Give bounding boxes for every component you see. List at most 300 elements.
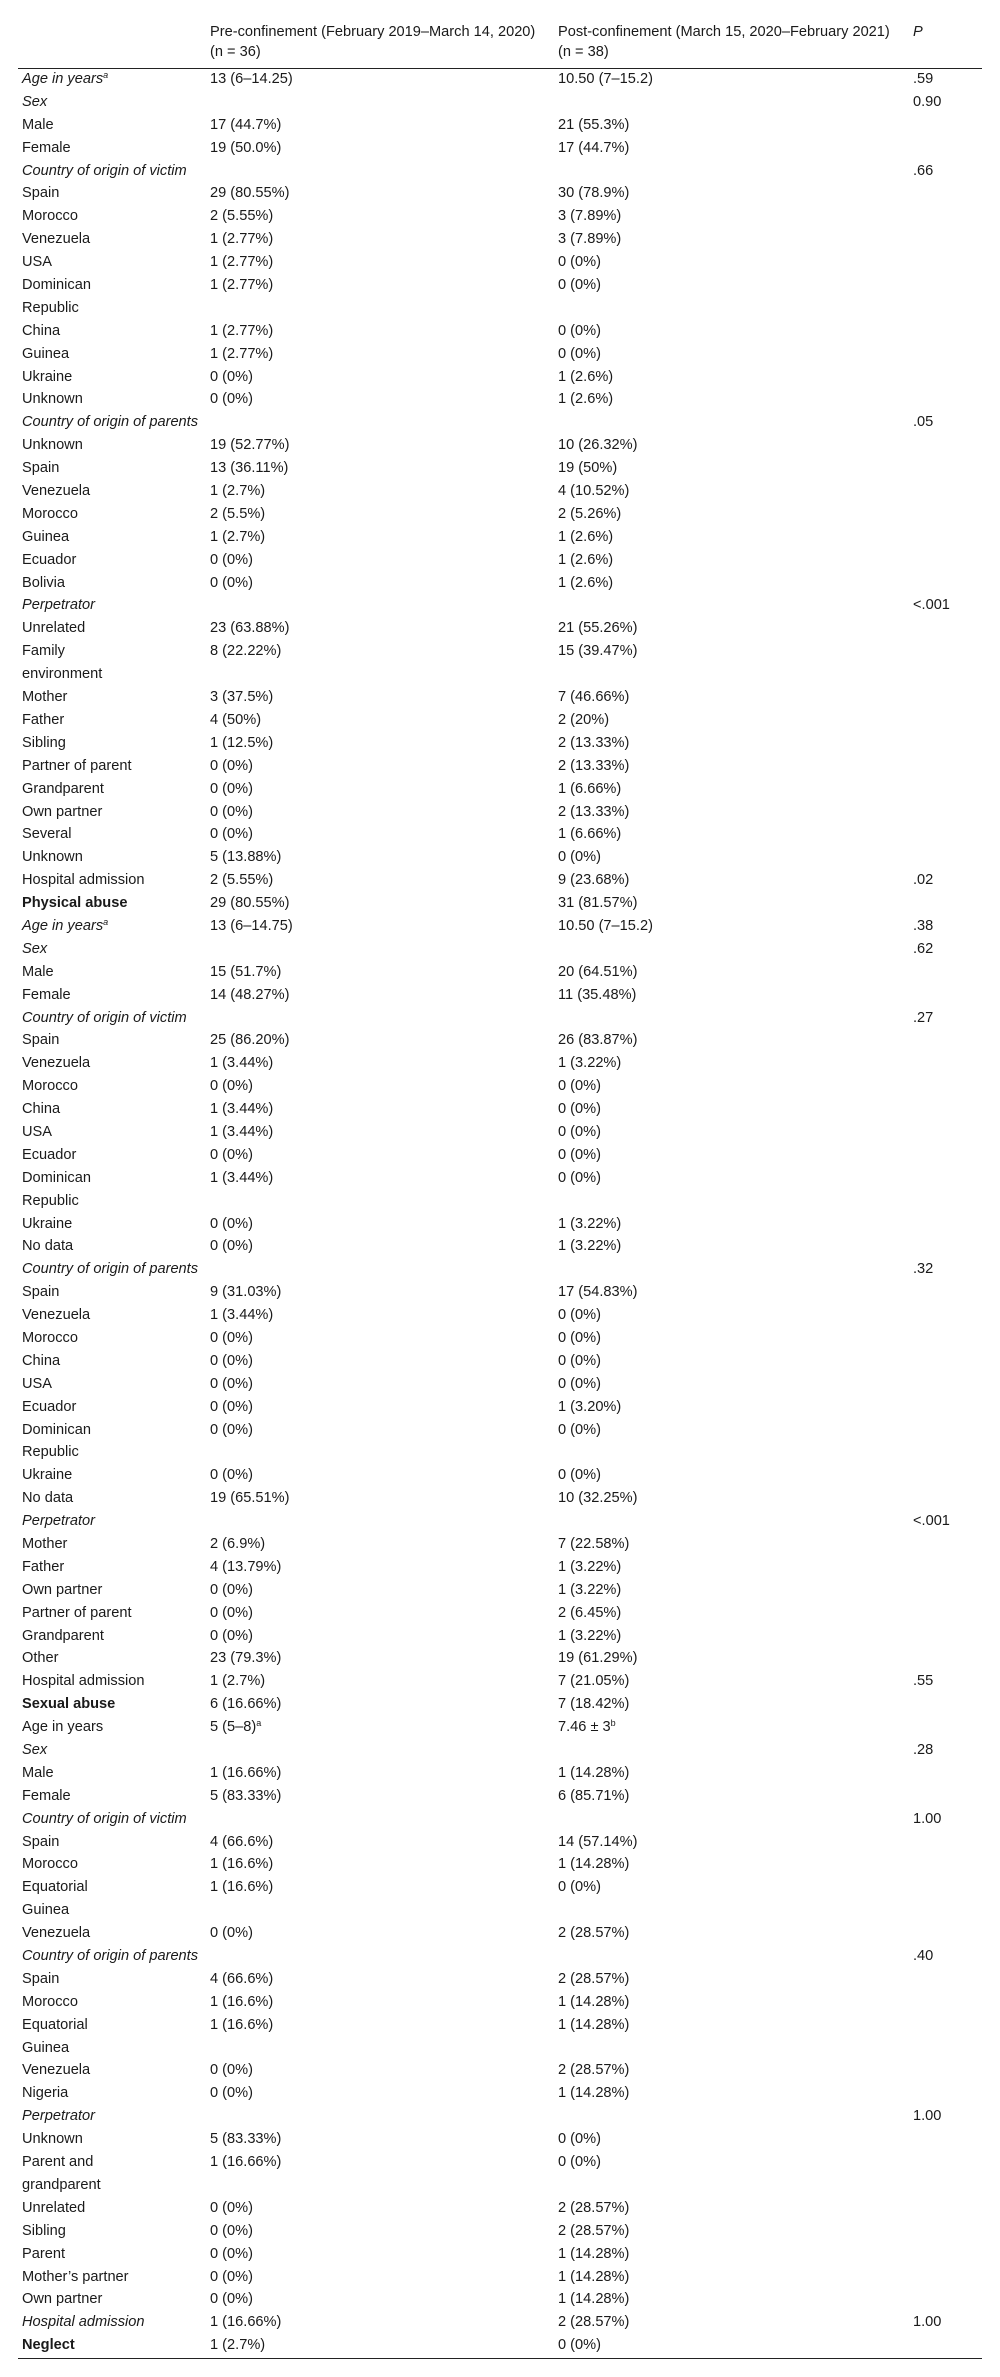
p-value: .32 [913, 1261, 934, 1278]
post-confinement-value: 17 (54.83%) [558, 1284, 638, 1301]
post-confinement-value: 0 (0%) [558, 1078, 601, 1095]
table-row [18, 618, 982, 641]
p-value [909, 1168, 982, 1191]
p-value [909, 389, 982, 412]
table-row [18, 1969, 982, 1992]
table-row [18, 275, 982, 298]
row-label: Dominican [22, 277, 91, 294]
table-row [18, 1397, 982, 1420]
table-row [18, 550, 982, 573]
p-value [909, 2221, 982, 2244]
row-label: Venezuela [22, 1307, 91, 1324]
post-confinement-value: 14 (57.14%) [558, 1833, 638, 1850]
table-row [18, 1946, 982, 1969]
row-label: USA [22, 254, 53, 271]
row-label: Spain [22, 1284, 60, 1301]
table-row [18, 1328, 982, 1351]
pre-confinement-value: 1 (3.44%) [210, 1169, 274, 1186]
table-row [18, 710, 982, 733]
row-label: Sex [22, 1742, 48, 1759]
pre-confinement-value: 19 (65.51%) [210, 1490, 290, 1507]
pre-confinement-value: 5 (83.33%) [210, 1787, 282, 1804]
post-confinement-value [554, 1740, 909, 1763]
row-label: Sex [22, 93, 48, 110]
post-confinement-value: 7 (21.05%) [558, 1673, 630, 1690]
p-value: .55 [913, 1673, 934, 1690]
table-row [18, 733, 982, 756]
table-row [18, 687, 982, 710]
pre-confinement-value [206, 1008, 554, 1031]
pre-confinement-value: 1 (12.5%) [210, 734, 274, 751]
p-value [909, 504, 982, 527]
pre-confinement-value: 25 (86.20%) [210, 1032, 290, 1049]
row-label: grandparent [22, 2176, 101, 2193]
p-value [909, 2289, 982, 2312]
p-value [909, 756, 982, 779]
pre-confinement-value [206, 161, 554, 184]
row-label: Guinea [22, 2039, 70, 2056]
table-row [18, 229, 982, 252]
row-label: Venezuela [22, 2062, 91, 2079]
table-row [18, 2083, 982, 2106]
post-confinement-value: 1 (14.28%) [558, 1856, 630, 1873]
row-label: Partner of parent [22, 757, 132, 774]
post-confinement-value: 2 (28.57%) [558, 2199, 630, 2216]
pre-confinement-value: 0 (0%) [210, 826, 253, 843]
pre-confinement-value: 0 (0%) [210, 1581, 253, 1598]
post-confinement-value: 11 (35.48%) [558, 986, 637, 1003]
row-label: Age in years$^a$ [22, 70, 109, 87]
pre-confinement-value [206, 412, 554, 435]
table-row [18, 2152, 982, 2175]
pre-confinement-value: 0 (0%) [210, 1604, 253, 1621]
row-label: Sibling [22, 2222, 66, 2239]
pre-confinement-value: 23 (79.3%) [210, 1650, 282, 1667]
pre-confinement-value: 19 (52.77%) [210, 437, 290, 454]
post-confinement-value: 30 (78.9%) [558, 185, 630, 202]
post-confinement-value: 2 (13.33%) [558, 757, 630, 774]
table-row [18, 138, 982, 161]
post-confinement-value: 7 (22.58%) [558, 1536, 630, 1552]
pre-confinement-value: 5 $(5-8)^a$ [210, 1718, 262, 1736]
table-row [18, 527, 982, 550]
table-row [18, 573, 982, 596]
p-value [909, 664, 982, 687]
table-row [18, 1122, 982, 1145]
post-confinement-value: 17 (44.7%) [558, 139, 630, 156]
row-label: Equatorial [22, 2016, 88, 2033]
post-confinement-value: 1 (3.22%) [558, 1215, 622, 1232]
table-row [18, 1648, 982, 1671]
table-row [18, 1992, 982, 2015]
row-label: Grandparent [22, 780, 104, 797]
table-row [18, 2312, 982, 2335]
row-label: Spain [22, 1032, 60, 1049]
post-confinement-value: 1 (14.28%) [558, 1993, 630, 2010]
post-confinement-value: 0 (0%) [558, 1307, 601, 1324]
row-label: Ecuador [22, 551, 77, 568]
table-row [18, 1900, 982, 1923]
pre-confinement-value [206, 595, 554, 618]
pre-confinement-value: 4 (50%) [210, 711, 262, 728]
row-label: Female [22, 1787, 71, 1804]
post-confinement-value: 2 (28.57%) [558, 1970, 630, 1987]
pre-confinement-value: 0 (0%) [210, 574, 253, 591]
table-row [18, 115, 982, 138]
p-value [909, 2244, 982, 2267]
footnote-marker: b [610, 1718, 616, 1729]
p-value [909, 138, 982, 161]
pre-confinement-value: 13 (36.11%) [210, 460, 289, 477]
row-label: Spain [22, 185, 60, 202]
row-label: Morocco [22, 1329, 78, 1346]
post-confinement-value: 0 (0%) [558, 345, 601, 362]
header-col1 [18, 14, 206, 69]
table-row [18, 893, 982, 916]
table-row [18, 2289, 982, 2312]
table-row [18, 321, 982, 344]
row-label: Perpetrator [22, 2108, 96, 2125]
table-row [18, 92, 982, 115]
pre-confinement-value [206, 1442, 554, 1465]
row-label: Unknown [22, 437, 83, 454]
pre-confinement-value: 1 (2.7%) [210, 483, 266, 500]
p-value [909, 1076, 982, 1099]
p-value [909, 1191, 982, 1214]
p-value [909, 1900, 982, 1923]
table-row [18, 1877, 982, 1900]
post-confinement-value [554, 664, 909, 687]
p-value: 1.00 [913, 2108, 942, 2125]
row-label: Father [22, 1558, 65, 1575]
p-value: <.001 [913, 1513, 950, 1530]
table-row [18, 2244, 982, 2267]
pre-confinement-value [206, 2106, 554, 2129]
p-value [909, 1282, 982, 1305]
p-value [909, 1397, 982, 1420]
row-label: Unknown [22, 2131, 83, 2148]
pre-confinement-value: 0 (0%) [210, 1925, 253, 1942]
p-value [909, 962, 982, 985]
post-confinement-value: 2 (28.57%) [558, 2222, 630, 2239]
table-row [18, 161, 982, 184]
row-label: Own partner [22, 1581, 103, 1598]
table-row [18, 1511, 982, 1534]
post-confinement-value: $7.46 \pm 3^b$ [558, 1718, 616, 1736]
table-row [18, 344, 982, 367]
post-confinement-value: 0 (0%) [558, 1329, 601, 1346]
row-label: Mother [22, 689, 68, 706]
p-value [909, 2129, 982, 2152]
table-row [18, 779, 982, 802]
row-label: Female [22, 139, 71, 156]
post-confinement-value: 20 (64.51%) [558, 963, 638, 980]
row-label: Country of origin of victim [22, 1810, 187, 1827]
table-row [18, 252, 982, 275]
post-confinement-value: 1 (14.28%) [558, 1764, 630, 1781]
row-label: Hospital admission [22, 872, 145, 889]
pre-confinement-value: 1 (16.6%) [210, 1856, 274, 1873]
table-body [18, 69, 982, 2359]
post-confinement-value: 1 (2.6%) [558, 528, 614, 545]
post-confinement-value: 0 (0%) [558, 1123, 601, 1140]
p-value [909, 1763, 982, 1786]
pre-confinement-value: 17 (44.7%) [210, 116, 282, 133]
row-label: Age in years$^a$ [22, 916, 109, 934]
table-row [18, 1145, 982, 1168]
post-confinement-value: 7 (46.66%) [558, 689, 630, 706]
p-value [909, 2015, 982, 2038]
pre-confinement-value [206, 1809, 554, 1832]
table-row [18, 2267, 982, 2290]
post-confinement-value: 1 (3.22%) [558, 1238, 622, 1255]
table-row [18, 2198, 982, 2221]
pre-confinement-value: 0 (0%) [210, 2268, 253, 2285]
p-value [909, 1053, 982, 1076]
row-label: Nigeria [22, 2085, 69, 2102]
pre-confinement-value: 0 (0%) [210, 1146, 253, 1163]
post-confinement-value: 3 (7.89%) [558, 231, 622, 248]
row-label: Ecuador [22, 1146, 77, 1163]
p-value [909, 779, 982, 802]
row-label: Country of origin of victim [22, 1009, 187, 1026]
post-confinement-value: 2 (28.57%) [558, 2062, 630, 2079]
row-label: Grandparent [22, 1627, 104, 1644]
post-confinement-value [554, 1809, 909, 1832]
pre-confinement-value: 1 (16.6%) [210, 2016, 274, 2033]
pre-confinement-value: 1 (2.77%) [210, 277, 274, 294]
post-confinement-value: 10.50 (7–15.2) [558, 917, 653, 934]
table-row [18, 802, 982, 825]
pre-confinement-value: 0 (0%) [210, 1329, 253, 1346]
pre-confinement-value: 9 (31.03%) [210, 1284, 282, 1301]
table-row [18, 1923, 982, 1946]
row-label: Sexual abuse [22, 1696, 116, 1713]
post-confinement-value [554, 939, 909, 962]
post-confinement-value: 1 (6.66%) [558, 826, 622, 843]
pre-confinement-value: 0 (0%) [210, 1238, 253, 1255]
pre-confinement-value: 0 (0%) [210, 1627, 253, 1644]
table-row [18, 2060, 982, 2083]
p-value [909, 1030, 982, 1053]
row-label: Dominican [22, 1169, 91, 1186]
row-label: Spain [22, 1970, 60, 1987]
row-label: Ukraine [22, 368, 73, 385]
row-label: Parent and [22, 2154, 94, 2171]
post-confinement-value: 1 (2.6%) [558, 574, 614, 591]
post-confinement-value: 1 (14.28%) [558, 2291, 630, 2308]
post-confinement-value: 0 (0%) [558, 254, 601, 271]
table-row [18, 939, 982, 962]
pre-confinement-value [206, 664, 554, 687]
post-confinement-value: 26 (83.87%) [558, 1032, 638, 1049]
p-value [909, 183, 982, 206]
row-label: Male [22, 116, 54, 133]
pre-confinement-value: 0 (0%) [210, 1352, 253, 1369]
table-row [18, 756, 982, 779]
row-label: Male [22, 963, 54, 980]
p-value [909, 367, 982, 390]
header-row [18, 14, 982, 69]
table-row [18, 504, 982, 527]
footnote-marker: a [256, 1718, 262, 1729]
row-label: Equatorial [22, 1879, 88, 1896]
row-label: Republic [22, 299, 79, 316]
post-confinement-value [554, 412, 909, 435]
post-confinement-value: 1 (6.66%) [558, 780, 622, 797]
table-row [18, 2106, 982, 2129]
table-header [18, 14, 982, 69]
p-value [909, 1236, 982, 1259]
post-confinement-value: 10 (32.25%) [558, 1490, 638, 1507]
p-value [909, 344, 982, 367]
table-row [18, 69, 982, 92]
p-value [909, 824, 982, 847]
pre-confinement-value: 2 (6.9%) [210, 1536, 266, 1552]
pre-confinement-value: 15 (51.7%) [210, 963, 282, 980]
row-label: Republic [22, 1192, 79, 1209]
table-row [18, 1259, 982, 1282]
p-value [909, 733, 982, 756]
table-row [18, 1786, 982, 1809]
row-label: USA [22, 1123, 53, 1140]
p-value: .28 [913, 1742, 934, 1759]
row-label: environment [22, 666, 103, 683]
pre-confinement-value: 29 (80.55%) [210, 895, 290, 912]
row-label: Unrelated [22, 2199, 86, 2216]
pre-confinement-value [206, 92, 554, 115]
p-value [909, 527, 982, 550]
pre-confinement-value: 0 (0%) [210, 2222, 253, 2239]
p-value [909, 1854, 982, 1877]
pre-confinement-value: 1 (3.44%) [210, 1055, 274, 1072]
table-row [18, 1008, 982, 1031]
post-confinement-value: 15 (39.47%) [558, 643, 638, 660]
table-row [18, 206, 982, 229]
pre-confinement-value [206, 1946, 554, 1969]
p-value [909, 1832, 982, 1855]
p-value [909, 2152, 982, 2175]
table-row [18, 1626, 982, 1649]
pre-confinement-value: 4 (66.6%) [210, 1970, 274, 1987]
row-label: China [22, 1101, 61, 1118]
footnote-marker: a [103, 70, 109, 80]
post-confinement-value: 1 (3.22%) [558, 1055, 622, 1072]
p-value [909, 252, 982, 275]
header-post-confinement: Post-confinement (March 15, 2020–February 2021) (n = 38) [554, 14, 909, 69]
pre-confinement-value: 1 (2.77%) [210, 254, 274, 271]
table-row [18, 1099, 982, 1122]
table-row [18, 847, 982, 870]
post-confinement-value: 1 (3.20%) [558, 1398, 622, 1415]
row-label: Country of origin of parents [22, 1261, 199, 1278]
post-confinement-value: 10.50 (7–15.2) [558, 71, 653, 87]
post-confinement-value: 0 (0%) [558, 2154, 601, 2171]
post-confinement-value: 19 (50%) [558, 460, 618, 477]
post-confinement-value: 6 (85.71%) [558, 1787, 630, 1804]
table-row [18, 1442, 982, 1465]
post-confinement-value: 2 (28.57%) [558, 1925, 630, 1942]
pre-confinement-value: 6 (16.66%) [210, 1696, 282, 1713]
row-label: Perpetrator [22, 597, 96, 614]
post-confinement-value: 2 (13.33%) [558, 803, 630, 820]
p-value: .62 [913, 940, 934, 957]
pre-confinement-value: 2 (5.55%) [210, 872, 274, 889]
p-value: .27 [913, 1009, 934, 1026]
post-confinement-value: 19 (61.29%) [558, 1650, 638, 1667]
row-label: Venezuela [22, 483, 91, 500]
post-confinement-value: 1 (14.28%) [558, 2085, 630, 2102]
p-value [909, 1374, 982, 1397]
pre-confinement-value [206, 298, 554, 321]
table-row [18, 664, 982, 687]
p-value: 1.00 [913, 2314, 942, 2331]
p-value [909, 1145, 982, 1168]
post-confinement-value: 10 (26.32%) [558, 437, 638, 454]
table-row [18, 870, 982, 893]
post-confinement-value [554, 1511, 909, 1534]
table-row [18, 1534, 982, 1557]
table-row [18, 595, 982, 618]
table-row [18, 1488, 982, 1511]
table-row [18, 1076, 982, 1099]
p-value [909, 2267, 982, 2290]
p-value [909, 893, 982, 916]
table-row [18, 412, 982, 435]
post-confinement-value: 2 (20%) [558, 711, 610, 728]
p-value [909, 435, 982, 458]
row-label: Own partner [22, 2291, 103, 2308]
row-label: No data [22, 1490, 74, 1507]
table-row [18, 1557, 982, 1580]
pre-confinement-value: 19 (50.0%) [210, 139, 282, 156]
row-label: Ukraine [22, 1215, 73, 1232]
post-confinement-value: 0 (0%) [558, 1467, 601, 1484]
p-value [909, 2175, 982, 2198]
pre-confinement-value: 0 (0%) [210, 803, 253, 820]
row-label: Country of origin of parents [22, 414, 199, 431]
pre-confinement-value: 0 (0%) [210, 1078, 253, 1095]
table-row [18, 367, 982, 390]
post-confinement-value [554, 1442, 909, 1465]
p-value [909, 1534, 982, 1557]
pre-confinement-value: 3 (37.5%) [210, 689, 274, 706]
pre-confinement-value: 1 (3.44%) [210, 1307, 274, 1324]
post-confinement-value [554, 92, 909, 115]
pre-confinement-value: 0 (0%) [210, 2199, 253, 2216]
p-value [909, 2083, 982, 2106]
table-row [18, 1854, 982, 1877]
row-label: Morocco [22, 208, 78, 225]
table-row [18, 1763, 982, 1786]
p-value [909, 1786, 982, 1809]
post-confinement-value: 1 (2.6%) [558, 368, 614, 385]
row-label: Venezuela [22, 231, 91, 248]
row-label: Morocco [22, 1856, 78, 1873]
pre-confinement-value: 2 (5.55%) [210, 208, 274, 225]
pre-confinement-value: 0 (0%) [210, 2245, 253, 2262]
table-row [18, 1832, 982, 1855]
row-label: Republic [22, 1444, 79, 1461]
row-label: China [22, 322, 61, 339]
row-label: Physical abuse [22, 895, 128, 912]
p-value [909, 1969, 982, 1992]
pre-confinement-value: 1 (2.77%) [210, 231, 274, 248]
post-confinement-value: 2 (6.45%) [558, 1604, 622, 1621]
table-row [18, 916, 982, 939]
post-confinement-value: 0 (0%) [558, 1879, 601, 1896]
pre-confinement-value: 1 (2.7%) [210, 1673, 266, 1690]
